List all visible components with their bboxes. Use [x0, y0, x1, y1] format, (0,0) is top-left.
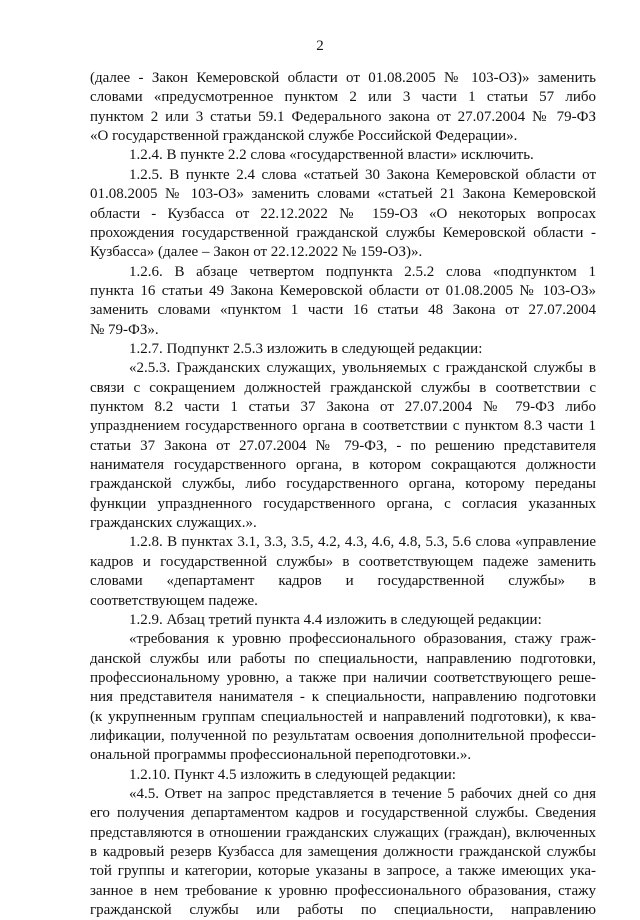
text-line: профессиональному уровню, а также при наличии соответствующего реше- — [90, 669, 596, 686]
text-line: словами «департамент кадров и государственной службы» в — [90, 573, 596, 590]
page-number: 2 — [316, 38, 324, 54]
text-line: его получения департаментом кадров и государственной службы. Сведения — [90, 805, 596, 822]
text-line: пункта 16 статьи 49 Закона Кемеровской области от 01.08.2005 № 103-ОЗ» — [90, 282, 596, 299]
text-line: (далее - Закон Кемеровской области от 01.08.2005 № 103-ОЗ)» заменить — [90, 70, 596, 86]
text-line: Кузбасса» (далее – Закон от 22.12.2022 № 159-ОЗ)». — [90, 244, 423, 261]
text-line: «4.5. Ответ на запрос представляется в течение 5 рабочих дней со дня — [129, 786, 596, 802]
text-line: лификации, полученной по результатам освоения дополнительной професси- — [90, 727, 596, 744]
text-line: ональной программы профессиональной переподготовки.». — [90, 747, 472, 764]
text-line: 01.08.2005 № 103-ОЗ» заменить словами «статьей 21 Закона Кемеровской — [90, 186, 596, 203]
text-line: связи с сокращением должностей гражданской службы в соответствии с — [90, 379, 596, 396]
text-line: упразднением государственного органа в соответствии с пунктом 8.3 части 1 — [90, 418, 596, 435]
text-line: ния представителя нанимателя - к специальности, направлению подготовки — [90, 689, 596, 706]
text-line: 1.2.9. Абзац третий пункта 4.4 изложить в следующей редакции: — [129, 611, 542, 628]
text-line: пунктом 8.2 части 1 статьи 37 Закона от 27.07.2004 № 79-ФЗ либо — [90, 399, 596, 415]
text-line: соответствующем падеже. — [90, 592, 258, 609]
text-line: 1.2.7. Подпункт 2.5.3 изложить в следующей редакции: — [129, 340, 483, 357]
text-line: (к укрупненным группам специальностей и направлений подготовки), к ква- — [90, 708, 596, 725]
text-line: заменить словами «пунктом 1 части 16 статьи 48 Закона от 27.07.2004 — [90, 302, 596, 319]
text-line: кадров и государственной службы» в соответствующем падеже заменить — [90, 553, 596, 570]
text-line: 1.2.8. В пунктах 3.1, 3.3, 3.5, 4.2, 4.3, 4.6, 4.8, 5.3, 5.6 слова «управление — [129, 534, 596, 551]
text-line: статьи 37 Закона от 27.07.2004 № 79-ФЗ, - по решению представителя — [90, 437, 596, 454]
text-line: 1.2.4. В пункте 2.2 слова «государственной власти» исключить. — [129, 147, 534, 164]
text-line: прохождения государственной гражданской службы Кемеровской области - — [90, 224, 596, 241]
text-line: 1.2.6. В абзаце четвертом подпункта 2.5.2 слова «подпунктом 1 — [129, 263, 596, 280]
text-line: в кадровый резерв Кузбасса для замещения должности гражданской службы — [90, 844, 596, 860]
text-line: пунктом 2 или 3 статьи 59.1 Федерального закона от 27.07.2004 № 79-ФЗ — [90, 108, 596, 125]
text-line: «требования к уровню профессионального образования, стажу граж- — [129, 631, 596, 648]
text-line: № 79-ФЗ». — [90, 321, 159, 338]
text-line: 1.2.10. Пункт 4.5 изложить в следующей редакции: — [129, 766, 456, 783]
text-line: представляются в отношении гражданских служащих (граждан), включенных — [90, 824, 596, 841]
text-line: данской службы или работы по специальности, направлению подготовки, — [90, 650, 596, 667]
text-line: занное в нем требование к уровню профессионального образования, стажу — [90, 882, 596, 899]
text-line: 1.2.5. В пункте 2.4 слова «статьей 30 Закона Кемеровской области от — [129, 166, 596, 183]
text-line: «2.5.3. Гражданских служащих, увольняемых с гражданской службы в — [129, 360, 596, 377]
text-line: «О государственной гражданской службе Российской Федерации». — [90, 128, 518, 145]
text-line: функции упраздненного государственного органа, с согласия указанных — [90, 495, 596, 512]
text-line: гражданской службы, либо государственного органа, которому переданы — [90, 476, 596, 493]
text-line: нанимателя государственного органа, в котором сокращаются должности — [90, 457, 596, 473]
text-line: области - Кузбасса от 22.12.2022 № 159-ОЗ «О некоторых вопросах — [90, 205, 596, 222]
text-line: той группы и категории, которые указаны в запросе, а также имеющих ука- — [90, 863, 596, 880]
text-line: гражданских служащих.». — [90, 515, 257, 531]
text-line: гражданской службы или работы по специальности, направлению — [90, 902, 596, 919]
text-line: словами «предусмотренное пунктом 2 или 3 части 1 статьи 57 либо — [90, 89, 596, 106]
